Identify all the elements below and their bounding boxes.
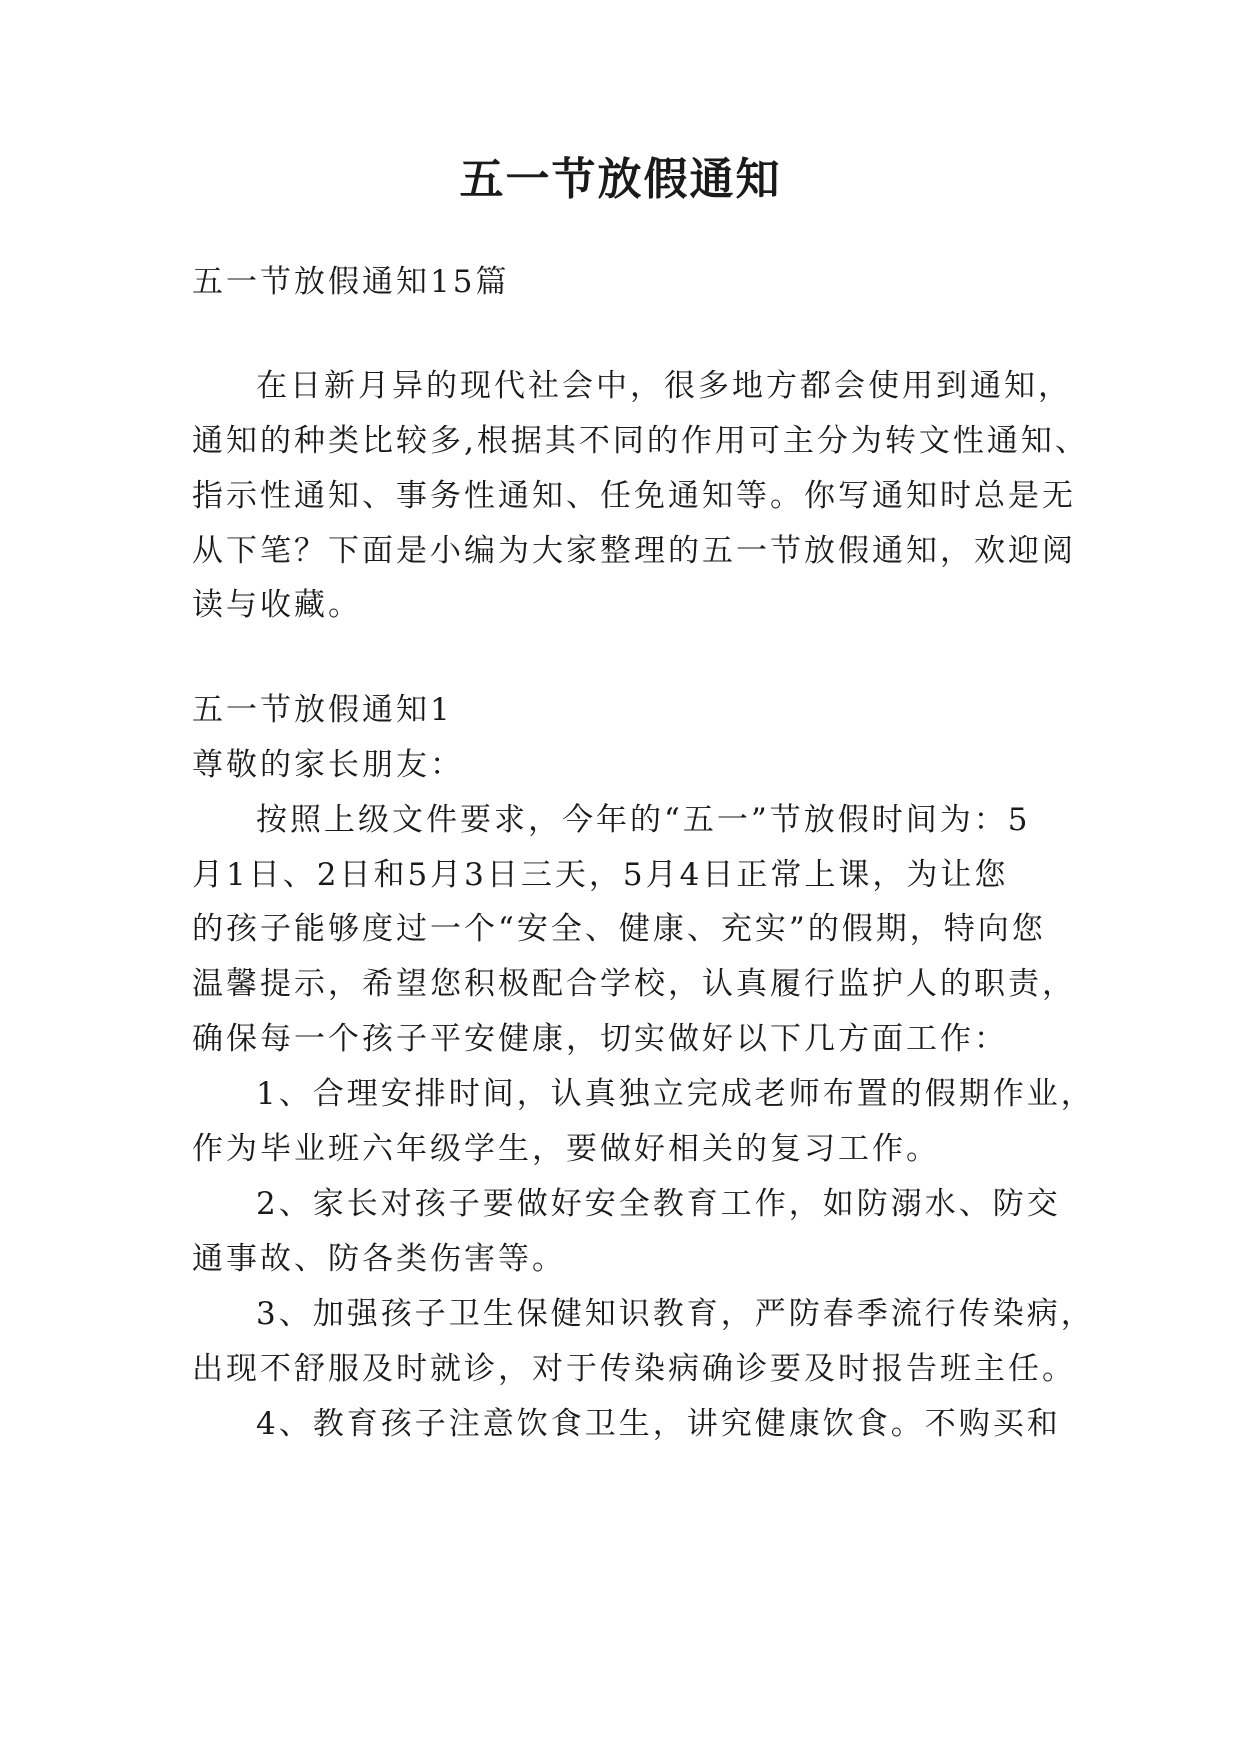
document-title: 五一节放假通知: [459, 154, 782, 205]
body-line: 作为毕业班六年级学生，要做好相关的复习工作。: [192, 1131, 940, 1167]
body-line: 出现不舒服及时就诊，对于传染病确诊要及时报告班主任。: [192, 1351, 1076, 1387]
intro-line: 在日新月异的现代社会中，很多地方都会使用到通知，: [256, 368, 1072, 404]
body-line: 2、家长对孩子要做好安全教育工作，如防溺水、防交: [256, 1186, 1061, 1222]
body-line: 3、加强孩子卫生保健知识教育，严防春季流行传染病，: [256, 1296, 1095, 1332]
section-heading: 五一节放假通知1: [192, 692, 453, 728]
document-subtitle: 五一节放假通知15篇: [192, 264, 510, 300]
body-line: 的孩子能够度过一个“安全、健康、充实”的假期，特向您: [192, 911, 1046, 947]
body-line: 4、教育孩子注意饮食卫生，讲究健康饮食。不购买和: [256, 1406, 1061, 1442]
body-line: 确保每一个孩子平安健康，切实做好以下几方面工作：: [192, 1021, 1008, 1057]
intro-line: 指示性通知、事务性通知、任免通知等。你写通知时总是无: [192, 478, 1076, 514]
intro-line: 从下笔？下面是小编为大家整理的五一节放假通知，欢迎阅: [192, 533, 1076, 569]
body-line: 通事故、防各类伤害等。: [192, 1241, 566, 1277]
body-line: 按照上级文件要求，今年的“五一”节放假时间为：5: [256, 802, 1031, 838]
body-line: 月1日、2日和5月3日三天，5月4日正常上课，为让您: [192, 857, 1009, 893]
intro-line: 读与收藏。: [192, 587, 362, 623]
salutation: 尊敬的家长朋友：: [192, 747, 464, 783]
intro-line: 通知的种类比较多,根据其不同的作用可主分为转文性通知、: [192, 423, 1089, 459]
body-line: 温馨提示，希望您积极配合学校，认真履行监护人的职责，: [192, 966, 1076, 1002]
body-line: 1、合理安排时间，认真独立完成老师布置的假期作业，: [256, 1076, 1095, 1112]
